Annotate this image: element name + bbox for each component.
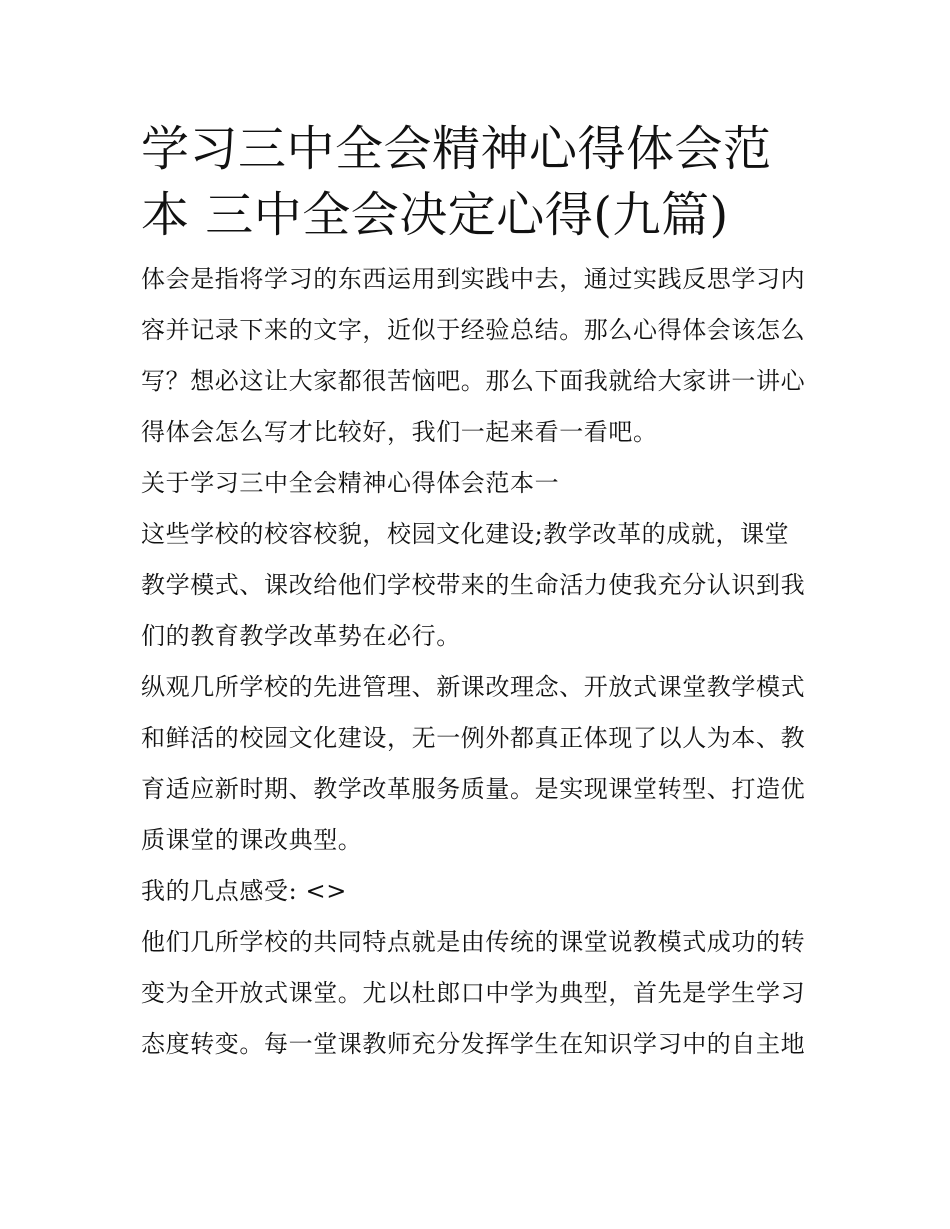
text-line: 育适应新时期、教学改革服务质量。是实现课堂转型、打造优 xyxy=(141,775,806,803)
text-line: 态度转变。每一堂课教师充分发挥学生在知识学习中的自主地 xyxy=(141,1030,806,1058)
body-paragraph xyxy=(141,917,811,1070)
document-title xyxy=(141,116,811,248)
section-heading xyxy=(141,458,811,509)
text-line: 们的教育教学改革势在必行。 xyxy=(141,622,461,650)
body-paragraph xyxy=(141,509,811,662)
text-line: 变为全开放式课堂。尤以杜郎口中学为典型，首先是学生学习 xyxy=(141,979,806,1007)
text-line: 这些学校的校容校貌，校园文化建设;教学改革的成就，课堂 xyxy=(141,520,790,548)
document-body xyxy=(141,254,811,1070)
text-line: 和鲜活的校园文化建设，无一例外都真正体现了以人为本、教 xyxy=(141,724,806,752)
text-line: 体会是指将学习的东西运用到实践中去，通过实践反思学习内 xyxy=(141,265,806,293)
text-line: 我的几点感受: <> xyxy=(141,877,347,905)
text-line: 关于学习三中全会精神心得体会范本一 xyxy=(141,469,560,497)
body-paragraph xyxy=(141,662,811,866)
text-line: 纵观几所学校的先进管理、新课改理念、开放式课堂教学模式 xyxy=(141,673,806,701)
title-line: 学习三中全会精神心得体会范 xyxy=(141,121,772,177)
intro-paragraph xyxy=(141,254,811,458)
text-line: 教学模式、课改给他们学校带来的生命活力使我充分认识到我 xyxy=(141,571,806,599)
document-content xyxy=(141,116,811,1070)
title-line: 本 三中全会决定心得(九篇) xyxy=(141,187,729,243)
text-line: 写？想必这让大家都很苦恼吧。那么下面我就给大家讲一讲心 xyxy=(141,367,806,395)
body-paragraph xyxy=(141,866,811,917)
text-line: 得体会怎么写才比较好，我们一起来看一看吧。 xyxy=(141,418,658,446)
text-line: 容并记录下来的文字，近似于经验总结。那么心得体会该怎么 xyxy=(141,316,806,344)
text-line: 他们几所学校的共同特点就是由传统的课堂说教模式成功的转 xyxy=(141,928,806,956)
text-line: 质课堂的课改典型。 xyxy=(141,826,363,854)
